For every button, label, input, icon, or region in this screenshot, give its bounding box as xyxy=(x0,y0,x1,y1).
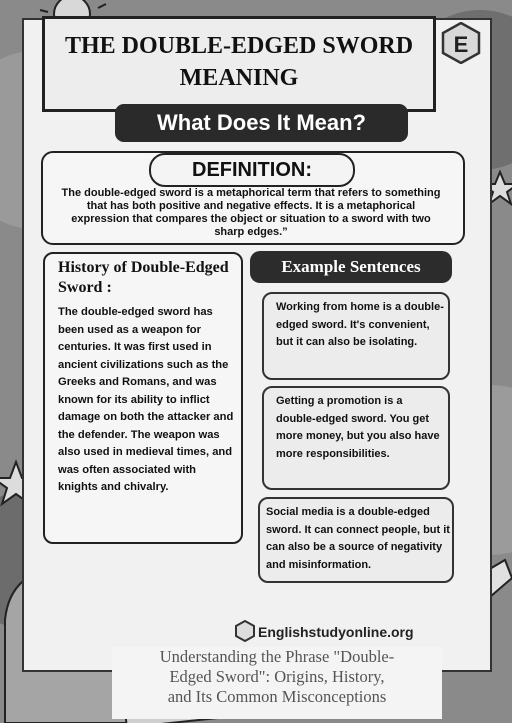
page-title-line1: THE DOUBLE-EDGED SWORD xyxy=(64,33,414,59)
title-banner xyxy=(42,16,436,112)
subtitle-pill: What Does It Mean? xyxy=(115,104,408,142)
examples-heading: Example Sentences xyxy=(250,251,452,283)
logo-letter: E xyxy=(453,32,469,57)
brand-name: Englishstudyonline.org xyxy=(258,624,414,640)
hexagon-logo-icon xyxy=(440,22,482,64)
caption-line2: Edged Sword": Origins, History, xyxy=(169,667,385,686)
example-text-3: Social media is a double-edged sword. It can connect people, but it can also be a source of negativity and misinformation. xyxy=(266,506,450,571)
definition-heading: DEFINITION: xyxy=(149,153,355,187)
history-heading: History of Double-Edged Sword : xyxy=(58,259,229,296)
caption-line1: Understanding the Phrase "Double- xyxy=(159,647,395,666)
example-text-1: Working from home is a double-edged sword. It's convenient, but it can also be isolating. xyxy=(276,301,444,348)
brand-logo-icon xyxy=(234,620,256,642)
example-text-2: Getting a promotion is a double-edged sword. You get more money, but you also have more responsibilities. xyxy=(276,395,440,460)
definition-text: The double-edged sword is a metaphorical term that refers to something that has both positive and negative effects. It is a metaphorical expression that compares the object or situation to a sword with two sharp edges.” xyxy=(61,187,441,238)
page-title-line2: MEANING xyxy=(179,65,299,91)
caption-line3: and Its Common Misconceptions xyxy=(167,687,387,706)
history-text: The double-edged sword has been used as a weapon for centuries. It was first used in ancient civilizations such as the Greeks and Romans, and was known for its ability to inflict damage on both the attacker and the defender. The weapon was also used in medieval times, and was often associated with knights and chivalry. xyxy=(58,306,234,493)
caption-box xyxy=(112,647,442,719)
